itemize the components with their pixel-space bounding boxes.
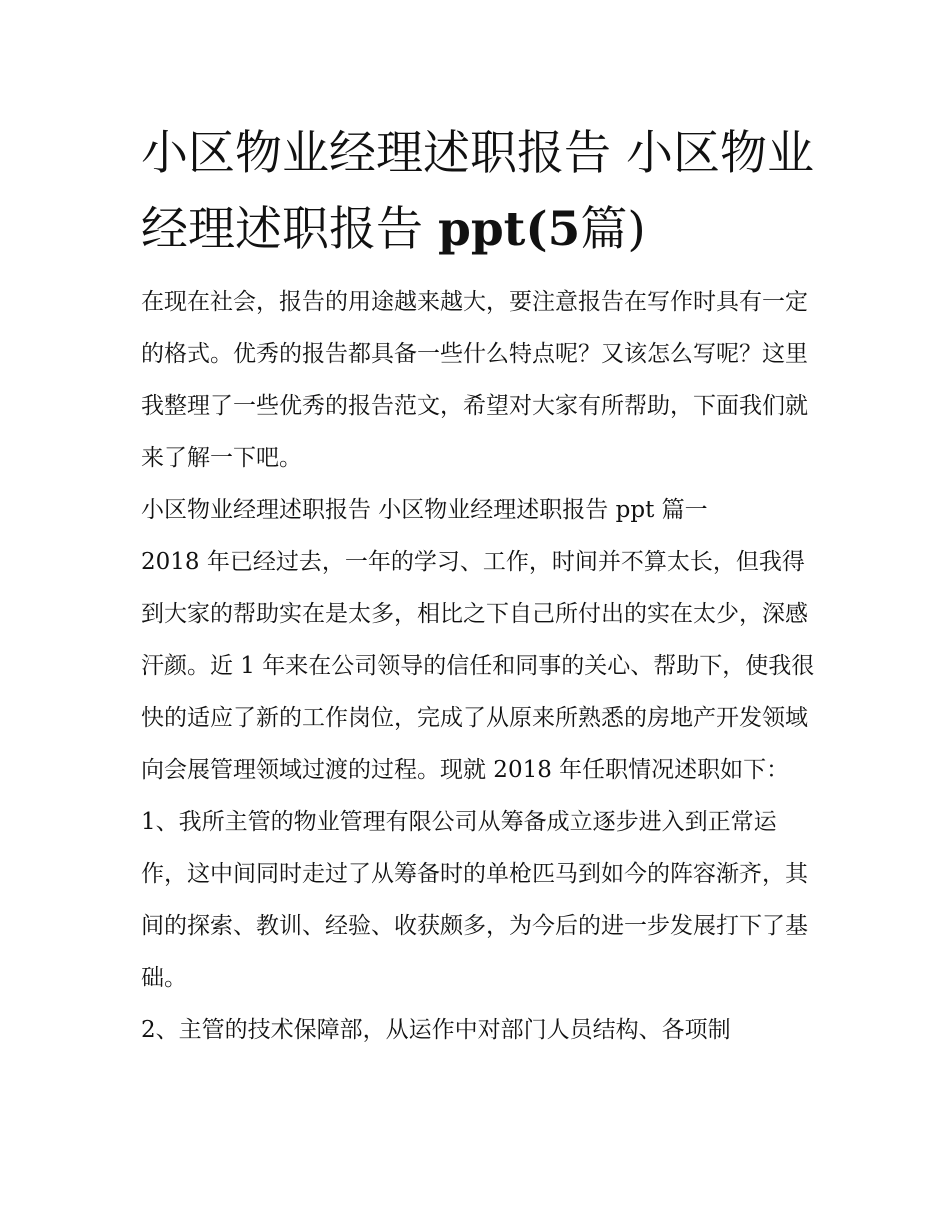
title-ppt-count: ppt(5	[437, 202, 581, 257]
document-title	[141, 116, 816, 268]
body-paragraph-2: 1、我所主管的物业管理有限公司从筹备成立逐步进入到正常运作，这中间同时走过了从筹备时的单枪匹马到如今的阵容渐齐，其间的探索、教训、经验、收获颇多，为今后的进一步发展打下了基础。	[141, 809, 808, 991]
body-paragraph-1: 2018 年已经过去，一年的学习、工作，时间并不算太长，但我得到大家的帮助实在是太多，相比之下自己所付出的实在太少，深感汗颜。近 1 年来在公司领导的信任和同事的关心、帮助下，使我很快的适应了新的工作岗位，完成了从原来所熟悉的房地产开发领域向会展管理领域过渡的过程。现就 2018 年任职情况述职如下：	[141, 549, 815, 783]
body-paragraph-3: 2、主管的技术保障部，从运作中对部门人员结构、各项制	[141, 1017, 731, 1043]
intro-paragraph: 在现在社会，报告的用途越来越大，要注意报告在写作时具有一定的格式。优秀的报告都具备一些什么特点呢？又该怎么写呢？这里我整理了一些优秀的报告范文，希望对大家有所帮助，下面我们就来了解一下吧。	[141, 289, 808, 471]
title-main-text: 小区物业经理述职报告 小区物业经理述职报告	[141, 126, 814, 257]
section-heading: 小区物业经理述职报告 小区物业经理述职报告 ppt 篇一	[141, 497, 708, 523]
document-content	[141, 116, 816, 1056]
title-end-text: 篇)	[580, 202, 646, 257]
